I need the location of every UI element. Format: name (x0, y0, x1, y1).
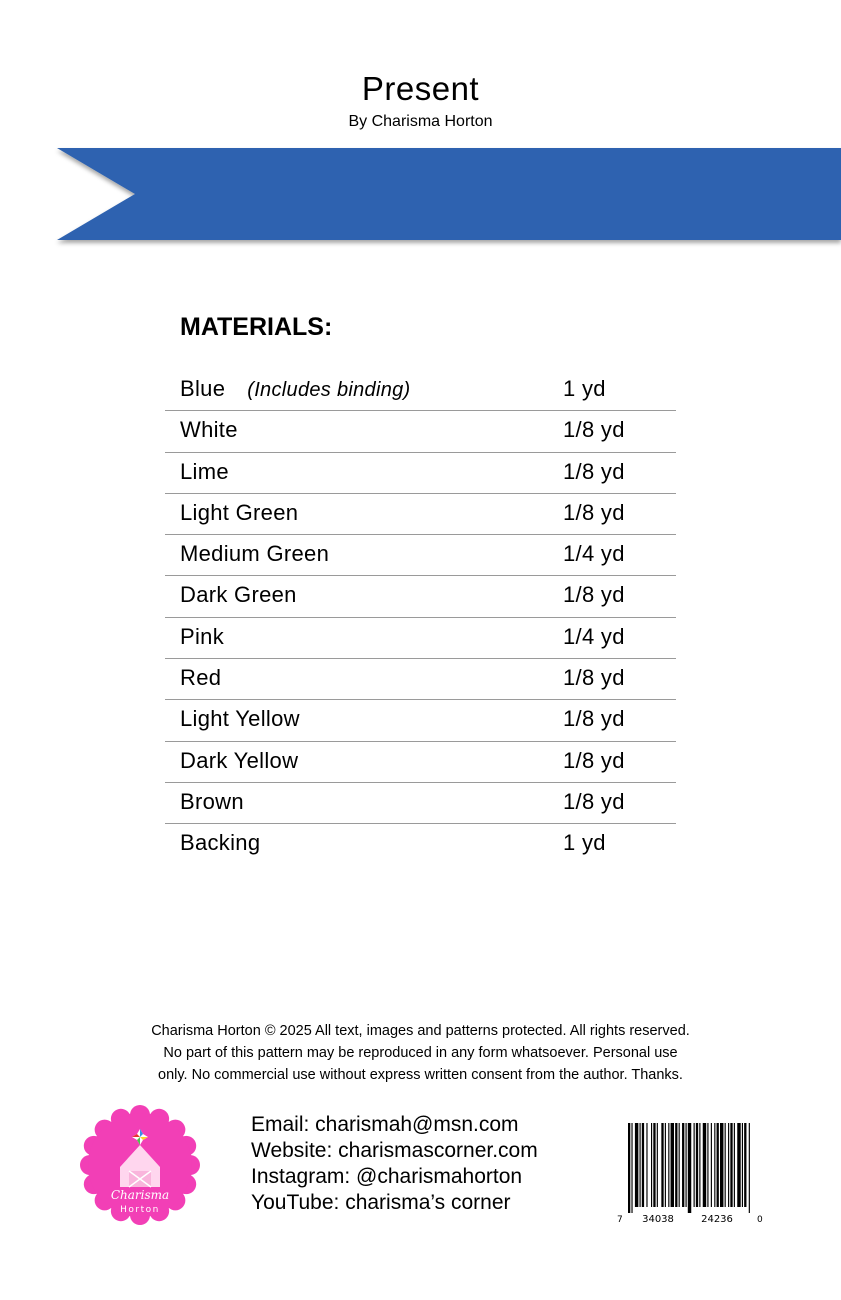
barcode-bar (730, 1123, 732, 1207)
barcode-bar (720, 1123, 723, 1207)
contact-youtube[interactable]: YouTube: charisma’s corner (251, 1191, 511, 1214)
material-qty: 1/8 yd (563, 665, 625, 691)
barcode-bar (703, 1123, 706, 1207)
material-qty: 1/8 yd (563, 582, 625, 608)
barcode-bar (642, 1123, 644, 1207)
materials-heading: MATERIALS: (180, 313, 333, 341)
barcode-bar (635, 1123, 638, 1207)
material-name: Dark Yellow (180, 747, 299, 773)
barcode-bar (744, 1123, 746, 1207)
barcode-bar (725, 1123, 726, 1207)
material-name: Light Green (180, 499, 299, 525)
material-qty: 1 yd (563, 376, 606, 401)
material-qty: 1 yd (563, 830, 606, 856)
barcode-digit-left: 7 (617, 1215, 623, 1225)
barcode-bar (665, 1123, 666, 1207)
barcode-bar (628, 1123, 630, 1213)
material-row-dark-yellow (165, 742, 676, 783)
barcode-bar (657, 1123, 658, 1207)
barcode-bar (631, 1123, 632, 1213)
material-qty: 1/8 yd (563, 788, 625, 814)
material-row-backing (165, 824, 676, 864)
barcode-bar (717, 1123, 719, 1207)
material-row-light-yellow (165, 700, 676, 741)
barcode-bar (686, 1123, 687, 1207)
barcode-digit-right: 0 (757, 1215, 763, 1225)
barcode-group-2: 24236 (701, 1214, 733, 1225)
copyright-notice (100, 1020, 741, 1086)
material-row-light-green (165, 494, 676, 535)
contact-email[interactable]: Email: charismah@msn.com (251, 1113, 519, 1136)
material-qty: 1/8 yd (563, 417, 625, 443)
barcode-bar (749, 1123, 750, 1213)
material-name: Backing (180, 830, 261, 856)
barcode-bar (714, 1123, 715, 1207)
material-row-red (165, 659, 676, 700)
material-name: Brown (180, 788, 244, 814)
barcode-group-1: 34038 (642, 1214, 674, 1225)
contact-block (251, 1112, 538, 1216)
contact-website[interactable]: Website: charismascorner.com (251, 1139, 538, 1162)
copyright-line: No part of this pattern may be reproduced in any form whatsoever. Personal use (163, 1045, 678, 1061)
material-name: Red (180, 665, 222, 691)
barcode-bar (671, 1123, 674, 1207)
barcode (614, 1120, 764, 1225)
material-qty: 1/8 yd (563, 706, 625, 732)
material-qty: 1/8 yd (563, 747, 625, 773)
material-name: White (180, 417, 238, 443)
barcode-bar (734, 1123, 735, 1207)
barcode-bar (682, 1123, 684, 1207)
barcode-bar (696, 1123, 698, 1207)
material-row-lime (165, 453, 676, 494)
logo-line-1: Charisma (110, 1188, 170, 1202)
material-row-blue (165, 370, 676, 411)
contact-instagram[interactable]: Instagram: @charismahorton (251, 1165, 523, 1188)
barcode-bar (728, 1123, 729, 1207)
barcode-bar (711, 1123, 712, 1207)
material-name: Dark Green (180, 582, 297, 608)
barcode-bar (661, 1123, 663, 1207)
material-row-white (165, 411, 676, 452)
material-name: Medium Green (180, 541, 330, 567)
material-note: (Includes binding) (247, 379, 411, 401)
barcode-bar (699, 1123, 700, 1207)
material-qty: 1/8 yd (563, 499, 625, 525)
pattern-byline: By Charisma Horton (348, 113, 493, 130)
material-name: Lime (180, 458, 229, 484)
barcode-bar (653, 1123, 655, 1207)
material-name: Blue (180, 376, 226, 401)
barcode-bar (694, 1123, 695, 1207)
material-row-medium-green (165, 535, 676, 576)
material-name: Light Yellow (180, 706, 300, 732)
barcode-bar (640, 1123, 641, 1207)
barcode-bar (688, 1123, 691, 1213)
copyright-line: Charisma Horton © 2025 All text, images and patterns protected. All rights reserved. (151, 1023, 690, 1039)
barcode-bar (679, 1123, 680, 1207)
material-qty: 1/8 yd (563, 458, 625, 484)
charisma-horton-logo (80, 1105, 200, 1225)
barcode-bar (675, 1123, 677, 1207)
pattern-title: Present (361, 70, 480, 107)
materials-table (165, 370, 676, 865)
material-name: Pink (180, 623, 224, 649)
logo-line-2: Horton (120, 1205, 160, 1215)
barcode-bar (707, 1123, 708, 1207)
material-row-pink (165, 618, 676, 659)
material-row-brown (165, 783, 676, 824)
material-qty: 1/4 yd (563, 623, 625, 649)
barcode-bar (737, 1123, 740, 1207)
copyright-line: only. No commercial use without express written consent from the author. Thanks. (158, 1067, 683, 1083)
blue-ribbon-banner (0, 140, 841, 250)
barcode-bar (742, 1123, 743, 1207)
material-qty: 1/4 yd (563, 541, 625, 567)
barcode-bar (668, 1123, 669, 1207)
barcode-bar (646, 1123, 647, 1207)
barcode-bar (651, 1123, 652, 1207)
material-row-dark-green (165, 576, 676, 617)
